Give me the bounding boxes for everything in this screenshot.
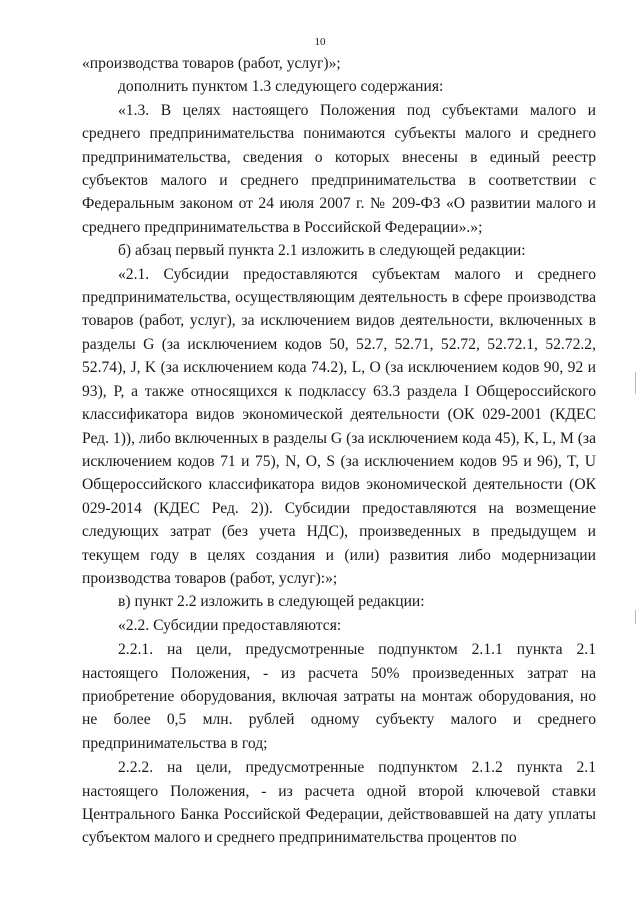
paragraph-clause-2-2: «2.2. Субсидии предоставляются: [118,616,342,634]
paragraph-clause-2-1: «2.1. Субсидии предоставляются субъектам малого и среднего предпринимательства, осуществляющим деятельность в сфере производства товаров (работ, услуг), за исключением видов деятельности, включенных в разделы G (за исключением кодов 50, 52.7, 52.71, 52.72, 52.72.1, 52.72.2, 52.74), J, K (за исключением кода 74.2), L, O (за исключением кодов 90, 92 и 93), P, а также относящихся к подклассу 63.3 раздела I Общероссийского классификатора видов экономической деятельности (ОК 029-2001 (КДЕС Ред. 1)), либо включенных в разделы G (за исключением кода 45), K, L, M (за исключением кодов 71 и 75), N, O, S (за исключением кодов 95 и 96), T, U Общероссийского классификатора видов экономической деятельности (ОК 029-2014 (КДЕС Ред. 2)). Субсидии предоставляются на возмещение следующих затрат (без учета НДС), произведенных в предыдущем и текущем году в целях создания и (или) развития либо модернизации производства товаров (работ, услуг):»; [82,265,596,587]
paragraph-clause-1-3: «1.3. В целях настоящего Положения под субъектами малого и среднего предпринимательства понимаются субъекты малого и среднего предпринимательства, сведения о которых внесены в единый реестр субъектов малого и среднего предпринимательства в соответствии с Федеральным законом от 24 июля 2007 г. № 209-ФЗ «О развитии малого и среднего предпринимательства в Российской Федерации».»; [82,101,596,236]
paragraph-continuation: «производства товаров (работ, услуг)»; [82,55,341,72]
paragraph-amend-2-1-intro: б) абзац первый пункта 2.1 изложить в следующей редакции: [118,242,526,260]
scan-edge-mark [635,610,636,624]
paragraph-amend-1-3-intro: дополнить пунктом 1.3 следующего содержания: [118,78,444,96]
document-body [82,52,596,850]
page-number: 10 [314,36,326,48]
paragraph-clause-2-2-1: 2.2.1. на цели, предусмотренные подпунктом 2.1.1 пункта 2.1 настоящего Положения, - из расчета 50% произведенных затрат на приобретение оборудования, включая затраты на монтаж оборудования, но не более 0,5 млн. рублей одному субъекту малого и среднего предпринимательства в год; [82,641,596,752]
paragraph-amend-2-2-intro: в) пункт 2.2 изложить в следующей редакции: [118,593,425,611]
scan-edge-mark [635,372,636,394]
paragraph-clause-2-2-2: 2.2.2. на цели, предусмотренные подпунктом 2.1.2 пункта 2.1 настоящего Положения, - из расчета одной второй ключевой ставки Центрального Банка Российской Федерации, действовавшей на дату уплаты субъектом малого и среднего предпринимательства процентов по [82,759,596,847]
